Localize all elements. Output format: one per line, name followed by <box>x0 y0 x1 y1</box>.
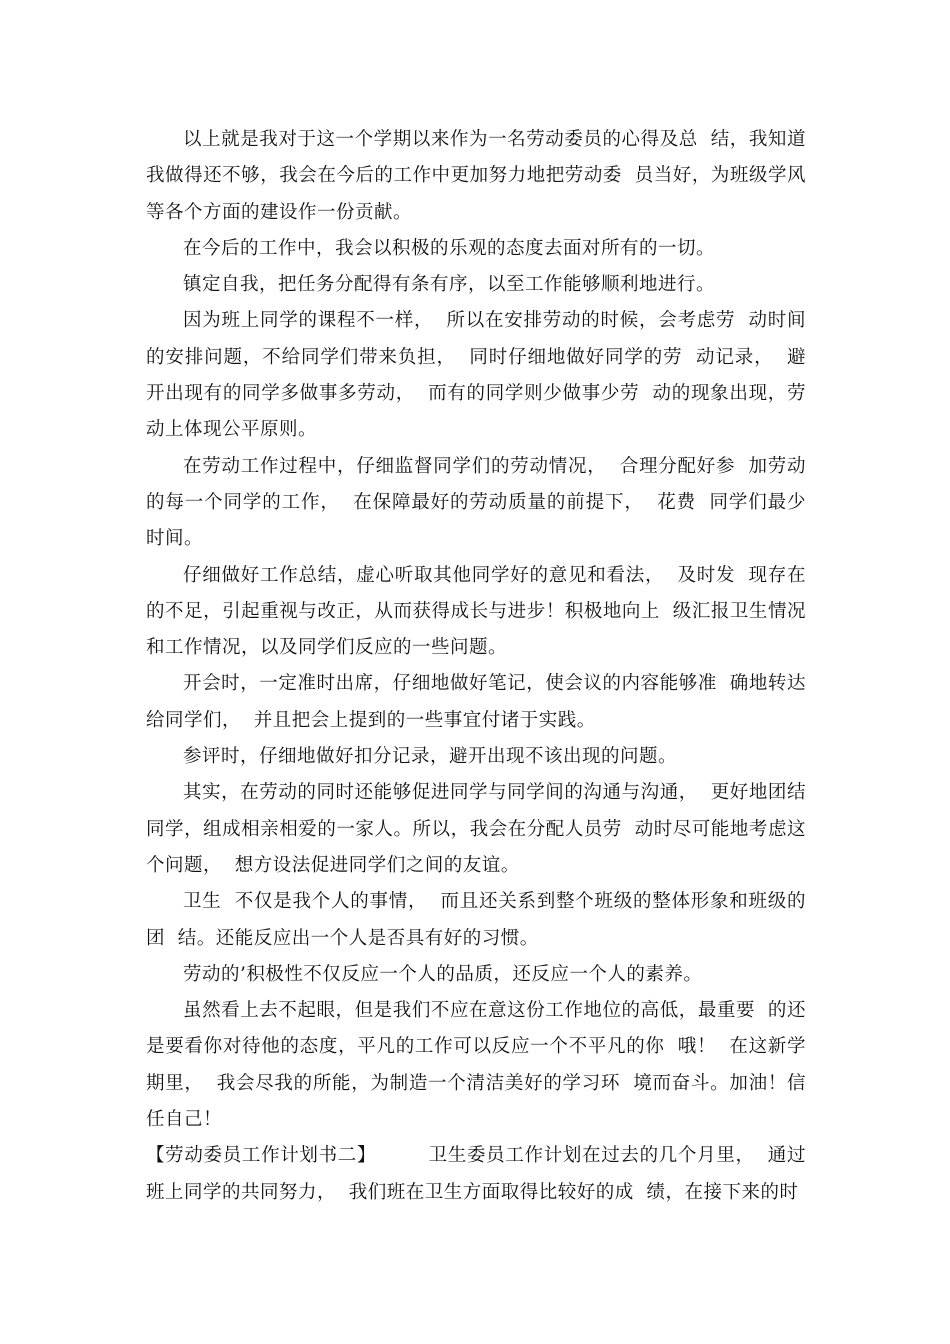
paragraph-meetings: 开会时，一定准时出席，仔细地做好笔记，使会议的内容能够准 确地转达给同学们， 并且把会上提到的一些事宜付诸于实践。 <box>146 673 806 731</box>
paragraph-work-summary: 仔细做好工作总结，虚心听取其他同学好的意见和看法， 及时发 现存在的不足，引起重视与改正，从而获得成长与进步！积极地向上 级汇报卫生情况和工作情况，以及同学们反应的一些问题。 <box>146 564 806 659</box>
paragraph-communication: 其实，在劳动的同时还能够促进同学与同学间的沟通与沟通， 更好地团结同学，组成相亲相爱的一家人。所以，我会在分配人员劳 动时尽可能地考虑这个问题， 想方设法促进同学们之间的友谊。 <box>146 782 806 876</box>
document-body <box>146 122 806 1211</box>
paragraph-labor-attitude: 劳动的’积极性不仅反应一个人的品质，还反应一个人的素养。 <box>183 963 703 985</box>
paragraph-summary: 以上就是我对于这一个学期以来作为一名劳动委员的心得及总 结，我知道我做得还不够，我会在今后的工作中更加努力地把劳动委 员当好，为班级学风等各个方面的建设作一份贡献。 <box>146 129 806 223</box>
paragraph-scheduling: 因为班上同学的课程不一样， 所以在安排劳动的时候，会考虑劳 动时间的安排问题，不给同学们带来负担， 同时仔细地做好同学的劳 动记录， 避开出现有的同学多做事多劳动， 而有的同学则少做事少劳 动的现象出现，劳动上体现公平原则。 <box>146 310 806 441</box>
section-heading: 【劳动委员工作计划书二】 <box>146 1145 377 1167</box>
paragraph-evaluation: 参评时，仔细地做好扣分记录，避开出现不该出现的问题。 <box>183 746 678 768</box>
paragraph-attitude: 在今后的工作中，我会以积极的乐观的态度去面对所有的一切。 <box>183 237 716 259</box>
paragraph-supervision: 在劳动工作过程中，仔细监督同学们的劳动情况， 合理分配好参 加劳动的每一个同学的工作， 在保障最好的劳动质量的前提下， 花费 同学们最少时间。 <box>146 455 806 550</box>
paragraph-hygiene: 卫生 不仅是我个人的事情， 而且还关系到整个班级的整体形象和班级的团 结。还能反应出一个人是否具有好的习惯。 <box>146 891 806 949</box>
paragraph-task-assignment: 镇定自我，把任务分配得有条有序，以至工作能够顺利地进行。 <box>183 274 716 296</box>
section-paragraph <box>146 1138 806 1211</box>
section-intro: 卫生委员工作计划在过去的几个月里， 通过班上同学的共同努力， 我们班在卫生方面取得比较好的成 绩，在接下来的时 <box>146 1145 806 1203</box>
paragraph-closing: 虽然看上去不起眼，但是我们不应在意这份工作地位的高低，最重要 的还是要看你对待他的态度，平凡的工作可以反应一个不平凡的你 哦！ 在这新学期里， 我会尽我的所能，为制造一个清洁美好的学习环 境而奋斗。加油！信任自己！ <box>146 1000 806 1131</box>
